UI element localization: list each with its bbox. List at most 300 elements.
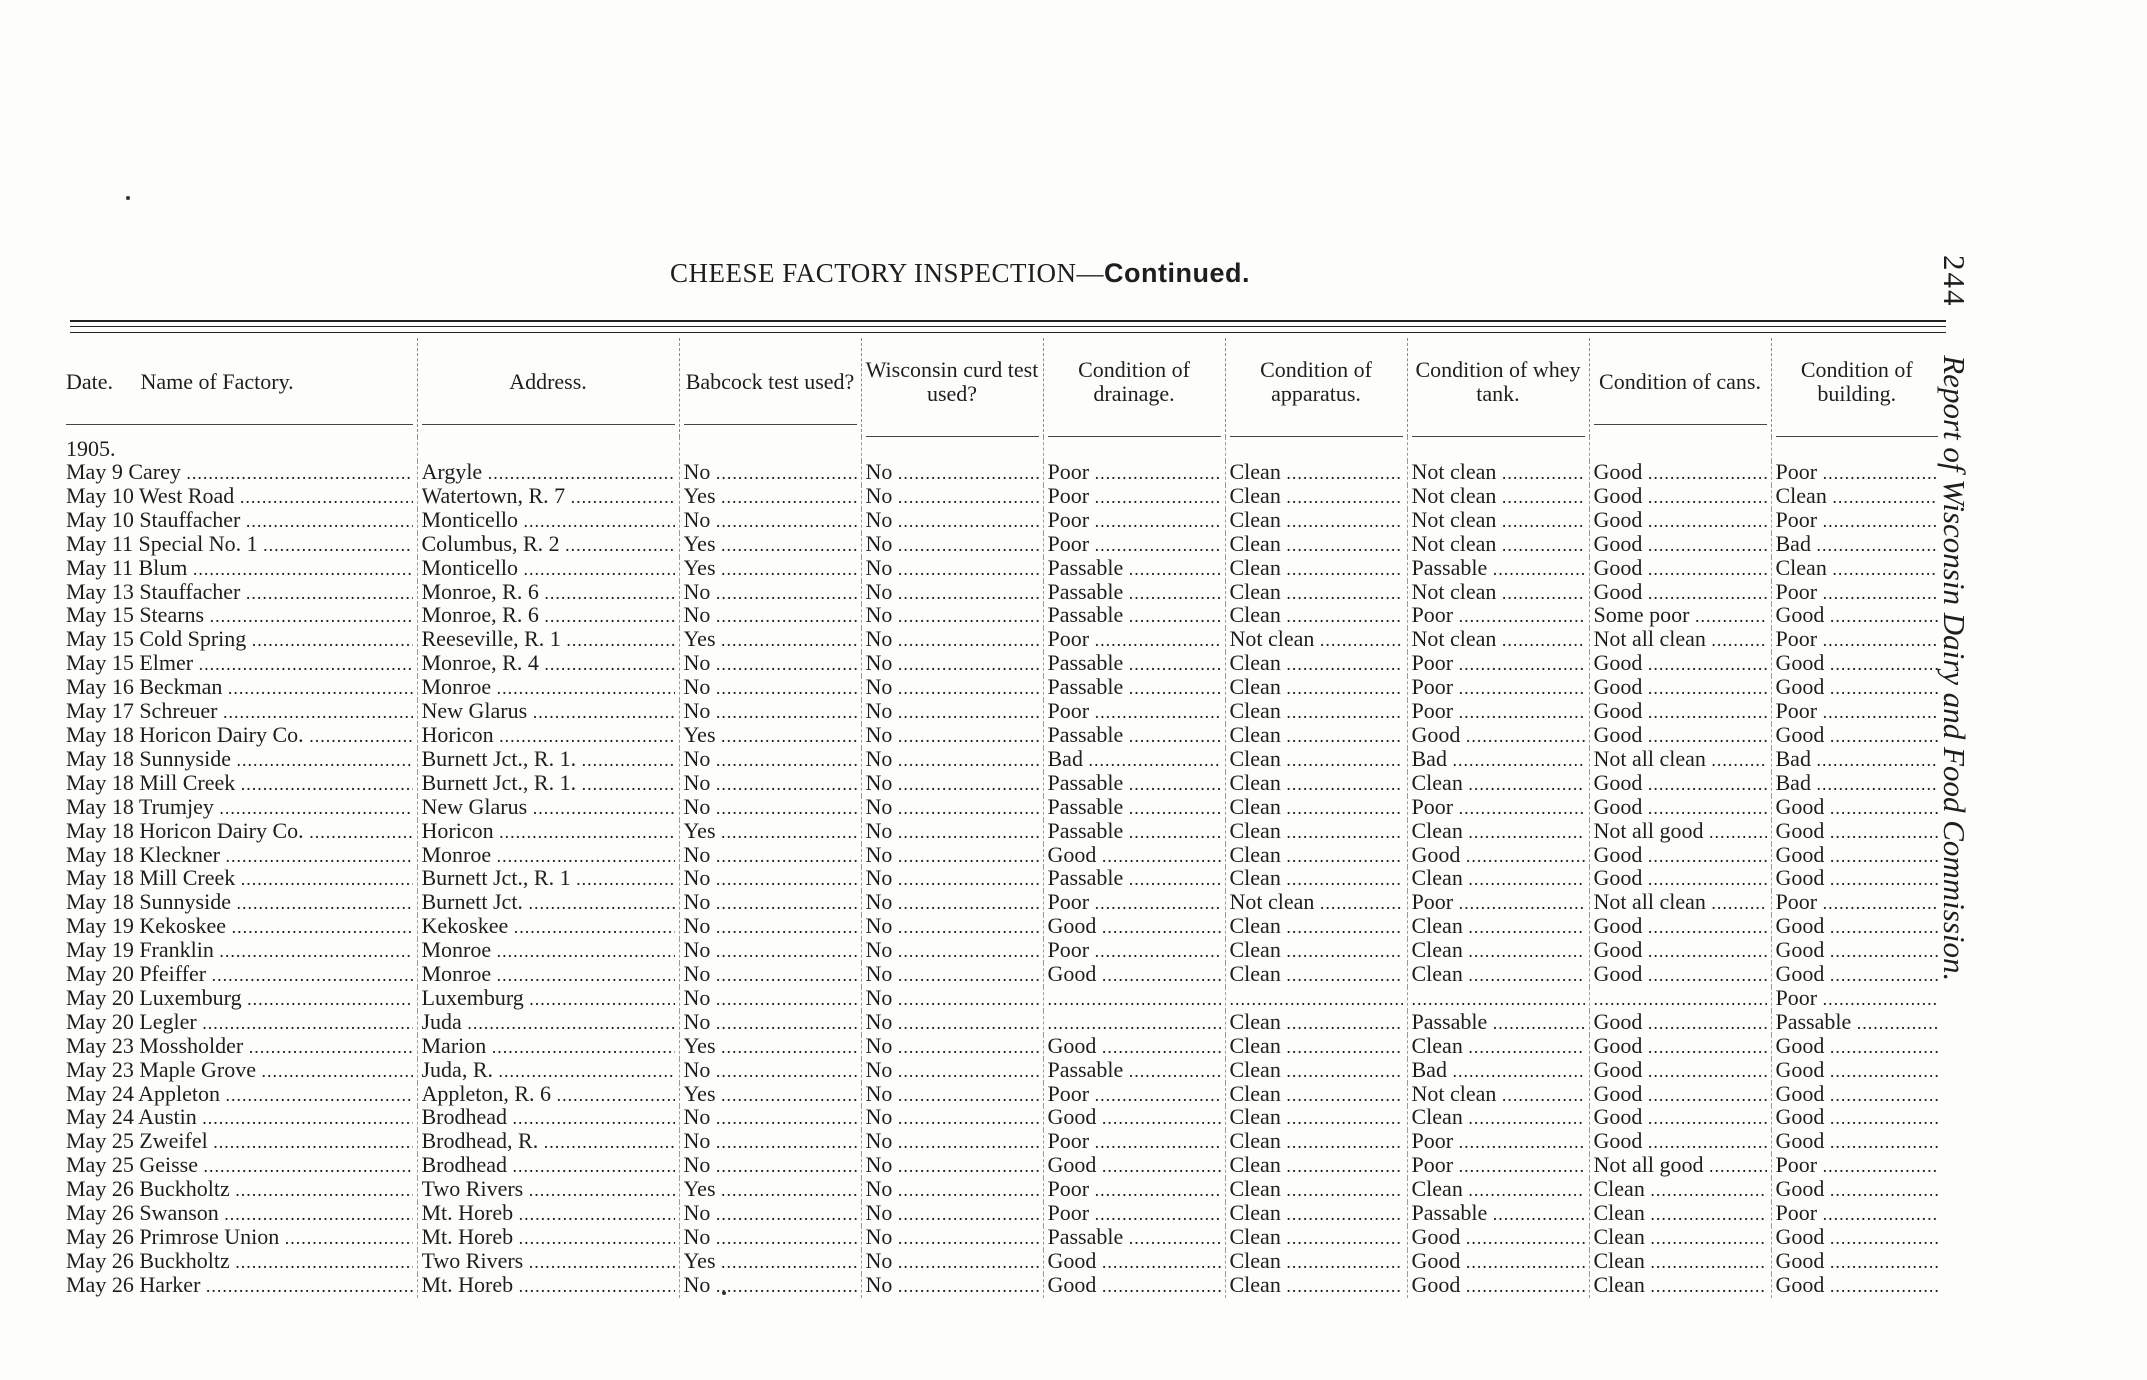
- cell-cans: Good .....: [1589, 1083, 1771, 1107]
- cell-building: Poor .....: [1771, 1202, 1942, 1226]
- cell-drainage: Passable .....: [1043, 604, 1225, 628]
- cell-babcock: No .....: [679, 652, 861, 676]
- cell-wisconsin: No .....: [861, 461, 1043, 485]
- table-row: [62, 844, 1942, 868]
- cell-whey: Poor .....: [1407, 700, 1589, 724]
- cell-drainage: Poor .....: [1043, 509, 1225, 533]
- cell-drainage: Poor .....: [1043, 939, 1225, 963]
- cell-factory: May 24 Austin .....: [62, 1106, 417, 1130]
- cell-wisconsin: No .....: [861, 915, 1043, 939]
- cell-building: Poor .....: [1771, 581, 1942, 605]
- cell-cans: Good .....: [1589, 796, 1771, 820]
- cell-apparatus: Clean .....: [1225, 963, 1407, 987]
- cell-wisconsin: No .....: [861, 724, 1043, 748]
- cell-cans: Some poor .....: [1589, 604, 1771, 628]
- cell-wisconsin: No .....: [861, 652, 1043, 676]
- cell-factory: May 20 Pfeiffer .....: [62, 963, 417, 987]
- cell-whey: Passable .....: [1407, 557, 1589, 581]
- cell-drainage: Good .....: [1043, 1250, 1225, 1274]
- cell-babcock: No .....: [679, 987, 861, 1011]
- cell-address: Brodhead .....: [417, 1154, 679, 1178]
- cell-building: Good .....: [1771, 1106, 1942, 1130]
- cell-babcock: Yes .....: [679, 1035, 861, 1059]
- cell-building: Poor .....: [1771, 461, 1942, 485]
- cell-address: Watertown, R. 7 .....: [417, 485, 679, 509]
- cell-cans: Good .....: [1589, 772, 1771, 796]
- table-row: [62, 628, 1942, 652]
- year-label: 1905.: [66, 437, 116, 461]
- cell-factory: May 18 Mill Creek .....: [62, 772, 417, 796]
- cell-drainage: Good .....: [1043, 915, 1225, 939]
- cell-apparatus: Clean .....: [1225, 748, 1407, 772]
- cell-whey: Clean .....: [1407, 820, 1589, 844]
- cell-wisconsin: No .....: [861, 509, 1043, 533]
- cell-wisconsin: No .....: [861, 963, 1043, 987]
- cell-apparatus: Clean .....: [1225, 676, 1407, 700]
- cell-building: Passable .....: [1771, 1011, 1942, 1035]
- cell-building: Bad .....: [1771, 748, 1942, 772]
- cell-wisconsin: No .....: [861, 557, 1043, 581]
- cell-cans: Good .....: [1589, 581, 1771, 605]
- cell-whey: Clean .....: [1407, 939, 1589, 963]
- cell-wisconsin: No .....: [861, 1083, 1043, 1107]
- cell-wisconsin: No .....: [861, 533, 1043, 557]
- cell-whey: Poor .....: [1407, 604, 1589, 628]
- cell-address: New Glarus .....: [417, 700, 679, 724]
- header-cans: Condition of cans.: [1589, 338, 1771, 437]
- header-babcock: Babcock test used?: [679, 338, 861, 437]
- cell-babcock: Yes .....: [679, 820, 861, 844]
- cell-factory: May 18 Sunnyside .....: [62, 748, 417, 772]
- cell-wisconsin: No .....: [861, 987, 1043, 1011]
- cell-factory: May 19 Kekoskee .....: [62, 915, 417, 939]
- cell-babcock: No .....: [679, 891, 861, 915]
- cell-cans: Good .....: [1589, 1106, 1771, 1130]
- cell-building: Bad .....: [1771, 533, 1942, 557]
- cell-apparatus: Clean .....: [1225, 604, 1407, 628]
- cell-address: Columbus, R. 2 .....: [417, 533, 679, 557]
- cell-cans: Clean .....: [1589, 1250, 1771, 1274]
- cell-building: Good .....: [1771, 724, 1942, 748]
- table-row: [62, 1226, 1942, 1250]
- cell-address: Brodhead, R. .....: [417, 1130, 679, 1154]
- table-row: [62, 867, 1942, 891]
- cell-wisconsin: No .....: [861, 939, 1043, 963]
- cell-apparatus: Clean .....: [1225, 1059, 1407, 1083]
- cell-cans: Not all good .....: [1589, 1154, 1771, 1178]
- cell-factory: May 18 Horicon Dairy Co. .....: [62, 820, 417, 844]
- table-row: [62, 748, 1942, 772]
- table-row: [62, 581, 1942, 605]
- cell-apparatus: Not clean .....: [1225, 891, 1407, 915]
- cell-drainage: Passable .....: [1043, 676, 1225, 700]
- cell-building: Good .....: [1771, 915, 1942, 939]
- cell-address: Mt. Horeb .....: [417, 1226, 679, 1250]
- cell-wisconsin: No .....: [861, 796, 1043, 820]
- cell-apparatus: Clean .....: [1225, 867, 1407, 891]
- cell-wisconsin: No .....: [861, 604, 1043, 628]
- cell-factory: May 18 Sunnyside .....: [62, 891, 417, 915]
- cell-building: Good .....: [1771, 1130, 1942, 1154]
- cell-drainage: Passable .....: [1043, 772, 1225, 796]
- cell-drainage: Passable .....: [1043, 724, 1225, 748]
- cell-apparatus: Clean .....: [1225, 1083, 1407, 1107]
- cell-babcock: Yes .....: [679, 485, 861, 509]
- cell-wisconsin: No .....: [861, 485, 1043, 509]
- header-address: Address.: [417, 338, 679, 437]
- cell-wisconsin: No .....: [861, 1226, 1043, 1250]
- cell-cans: Clean .....: [1589, 1274, 1771, 1298]
- table-row: [62, 509, 1942, 533]
- cell-cans: Good .....: [1589, 1011, 1771, 1035]
- cell-whey: Passable .....: [1407, 1202, 1589, 1226]
- cell-babcock: Yes .....: [679, 557, 861, 581]
- cell-drainage: Poor .....: [1043, 533, 1225, 557]
- cell-whey: Not clean .....: [1407, 581, 1589, 605]
- cell-cans: Good .....: [1589, 461, 1771, 485]
- inspection-table: [62, 338, 1942, 1298]
- table-row: [62, 533, 1942, 557]
- year-row: [62, 437, 1942, 461]
- cell-address: Brodhead .....: [417, 1106, 679, 1130]
- cell-building: Clean .....: [1771, 485, 1942, 509]
- cell-cans: Clean .....: [1589, 1226, 1771, 1250]
- cell-drainage: Passable .....: [1043, 867, 1225, 891]
- cell-apparatus: Clean .....: [1225, 939, 1407, 963]
- cell-cans: [1589, 987, 1771, 1011]
- table-row: [62, 724, 1942, 748]
- cell-drainage: Good .....: [1043, 963, 1225, 987]
- cell-address: New Glarus .....: [417, 796, 679, 820]
- cell-factory: May 10 Stauffacher .....: [62, 509, 417, 533]
- cell-whey: Not clean .....: [1407, 485, 1589, 509]
- cell-factory: May 18 Trumjey .....: [62, 796, 417, 820]
- cell-cans: Good .....: [1589, 1035, 1771, 1059]
- table-row: [62, 891, 1942, 915]
- cell-drainage: Good .....: [1043, 1106, 1225, 1130]
- cell-drainage: Poor .....: [1043, 485, 1225, 509]
- cell-apparatus: Clean .....: [1225, 1011, 1407, 1035]
- table-row: [62, 1011, 1942, 1035]
- table-row: [62, 915, 1942, 939]
- cell-factory: May 17 Schreuer .....: [62, 700, 417, 724]
- cell-factory: May 13 Stauffacher .....: [62, 581, 417, 605]
- cell-cans: Good .....: [1589, 1059, 1771, 1083]
- cell-building: Poor .....: [1771, 891, 1942, 915]
- cell-wisconsin: No .....: [861, 772, 1043, 796]
- cell-wisconsin: No .....: [861, 1178, 1043, 1202]
- cell-cans: Good .....: [1589, 700, 1771, 724]
- cell-apparatus: Clean .....: [1225, 724, 1407, 748]
- cell-wisconsin: No .....: [861, 1011, 1043, 1035]
- cell-address: Kekoskee .....: [417, 915, 679, 939]
- cell-apparatus: [1225, 987, 1407, 1011]
- cell-address: Monroe .....: [417, 939, 679, 963]
- cell-apparatus: Clean .....: [1225, 652, 1407, 676]
- cell-apparatus: Clean .....: [1225, 700, 1407, 724]
- cell-building: Good .....: [1771, 963, 1942, 987]
- cell-address: Burnett Jct., R. 1. .....: [417, 748, 679, 772]
- title-main: CHEESE FACTORY INSPECTION—: [669, 258, 1105, 288]
- cell-drainage: Passable .....: [1043, 581, 1225, 605]
- cell-building: Good .....: [1771, 939, 1942, 963]
- cell-factory: May 18 Mill Creek .....: [62, 867, 417, 891]
- cell-drainage: Passable .....: [1043, 557, 1225, 581]
- cell-babcock: No .....: [679, 1274, 861, 1298]
- cell-address: Burnett Jct., R. 1. .....: [417, 772, 679, 796]
- cell-factory: May 20 Luxemburg .....: [62, 987, 417, 1011]
- page-number: 244: [1937, 255, 1972, 308]
- cell-babcock: Yes .....: [679, 1178, 861, 1202]
- cell-factory: May 25 Zweifel .....: [62, 1130, 417, 1154]
- table-row: [62, 796, 1942, 820]
- cell-address: Marion .....: [417, 1035, 679, 1059]
- cell-apparatus: Clean .....: [1225, 1130, 1407, 1154]
- cell-whey: Good .....: [1407, 1250, 1589, 1274]
- cell-apparatus: Clean .....: [1225, 796, 1407, 820]
- cell-whey: Poor .....: [1407, 652, 1589, 676]
- cell-babcock: No .....: [679, 461, 861, 485]
- cell-whey: Good .....: [1407, 1226, 1589, 1250]
- cell-wisconsin: No .....: [861, 700, 1043, 724]
- cell-whey: Poor .....: [1407, 1154, 1589, 1178]
- cell-wisconsin: No .....: [861, 1274, 1043, 1298]
- cell-factory: May 25 Geisse .....: [62, 1154, 417, 1178]
- cell-whey: Clean .....: [1407, 1035, 1589, 1059]
- cell-cans: Good .....: [1589, 533, 1771, 557]
- title-continued: Continued.: [1104, 258, 1251, 288]
- cell-factory: May 18 Horicon Dairy Co. .....: [62, 724, 417, 748]
- cell-wisconsin: No .....: [861, 676, 1043, 700]
- cell-wisconsin: No .....: [861, 1202, 1043, 1226]
- cell-apparatus: Not clean .....: [1225, 628, 1407, 652]
- table-row: [62, 1083, 1942, 1107]
- cell-whey: Poor .....: [1407, 891, 1589, 915]
- cell-wisconsin: No .....: [861, 1130, 1043, 1154]
- cell-drainage: Good .....: [1043, 1154, 1225, 1178]
- cell-babcock: No .....: [679, 1202, 861, 1226]
- cell-whey: Poor .....: [1407, 796, 1589, 820]
- cell-babcock: No .....: [679, 963, 861, 987]
- cell-factory: May 16 Beckman .....: [62, 676, 417, 700]
- cell-whey: Not clean .....: [1407, 1083, 1589, 1107]
- table-row: [62, 1154, 1942, 1178]
- cell-whey: Clean .....: [1407, 1178, 1589, 1202]
- cell-babcock: No .....: [679, 581, 861, 605]
- cell-cans: Good .....: [1589, 939, 1771, 963]
- cell-building: Good .....: [1771, 1250, 1942, 1274]
- cell-building: Poor .....: [1771, 1154, 1942, 1178]
- cell-building: Poor .....: [1771, 700, 1942, 724]
- cell-cans: Clean .....: [1589, 1178, 1771, 1202]
- cell-babcock: No .....: [679, 1130, 861, 1154]
- running-head-text: Report of Wisconsin Dairy and Food Commission.: [1937, 355, 1972, 982]
- table-row: [62, 485, 1942, 509]
- cell-apparatus: Clean .....: [1225, 1035, 1407, 1059]
- cell-drainage: Passable .....: [1043, 652, 1225, 676]
- table-row: [62, 700, 1942, 724]
- cell-babcock: Yes .....: [679, 724, 861, 748]
- cell-address: Appleton, R. 6 .....: [417, 1083, 679, 1107]
- cell-whey: Clean .....: [1407, 963, 1589, 987]
- cell-building: Good .....: [1771, 1178, 1942, 1202]
- cell-whey: Clean .....: [1407, 1106, 1589, 1130]
- cell-building: Good .....: [1771, 604, 1942, 628]
- cell-cans: Good .....: [1589, 485, 1771, 509]
- cell-address: Juda, R. .....: [417, 1059, 679, 1083]
- cell-cans: Good .....: [1589, 724, 1771, 748]
- cell-wisconsin: No .....: [861, 867, 1043, 891]
- cell-apparatus: Clean .....: [1225, 1250, 1407, 1274]
- cell-babcock: No .....: [679, 844, 861, 868]
- cell-apparatus: Clean .....: [1225, 509, 1407, 533]
- cell-address: Monroe, R. 6 .....: [417, 604, 679, 628]
- cell-factory: May 26 Primrose Union .....: [62, 1226, 417, 1250]
- cell-building: Poor .....: [1771, 509, 1942, 533]
- header-drainage: Condition of drainage.: [1043, 338, 1225, 437]
- cell-apparatus: Clean .....: [1225, 1202, 1407, 1226]
- cell-wisconsin: No .....: [861, 1059, 1043, 1083]
- header-rule: [70, 332, 1946, 333]
- cell-whey: Passable .....: [1407, 1011, 1589, 1035]
- cell-building: Good .....: [1771, 867, 1942, 891]
- cell-whey: Clean .....: [1407, 867, 1589, 891]
- cell-building: Good .....: [1771, 676, 1942, 700]
- page-title: [560, 258, 1360, 289]
- cell-babcock: No .....: [679, 1011, 861, 1035]
- cell-building: Good .....: [1771, 1274, 1942, 1298]
- cell-babcock: No .....: [679, 1059, 861, 1083]
- cell-building: Good .....: [1771, 844, 1942, 868]
- cell-factory: May 26 Buckholtz .....: [62, 1250, 417, 1274]
- cell-whey: Not clean .....: [1407, 461, 1589, 485]
- table-row: [62, 820, 1942, 844]
- cell-wisconsin: No .....: [861, 891, 1043, 915]
- cell-address: Two Rivers .....: [417, 1250, 679, 1274]
- speck: [722, 1291, 726, 1295]
- table-row: [62, 1178, 1942, 1202]
- cell-building: Good .....: [1771, 820, 1942, 844]
- cell-whey: [1407, 987, 1589, 1011]
- cell-cans: Not all clean .....: [1589, 891, 1771, 915]
- cell-wisconsin: No .....: [861, 748, 1043, 772]
- cell-address: Monroe .....: [417, 963, 679, 987]
- cell-apparatus: Clean .....: [1225, 844, 1407, 868]
- cell-factory: May 15 Stearns .....: [62, 604, 417, 628]
- cell-cans: Not all clean .....: [1589, 628, 1771, 652]
- cell-apparatus: Clean .....: [1225, 557, 1407, 581]
- cell-building: Good .....: [1771, 1035, 1942, 1059]
- cell-address: Monroe, R. 4 .....: [417, 652, 679, 676]
- cell-whey: Not clean .....: [1407, 533, 1589, 557]
- cell-drainage: Poor .....: [1043, 1083, 1225, 1107]
- cell-drainage: Passable .....: [1043, 1059, 1225, 1083]
- cell-babcock: No .....: [679, 915, 861, 939]
- cell-babcock: No .....: [679, 509, 861, 533]
- cell-whey: Not clean .....: [1407, 509, 1589, 533]
- cell-wisconsin: No .....: [861, 1154, 1043, 1178]
- cell-apparatus: Clean .....: [1225, 1106, 1407, 1130]
- cell-apparatus: Clean .....: [1225, 1226, 1407, 1250]
- cell-drainage: Poor .....: [1043, 1178, 1225, 1202]
- cell-address: Luxemburg .....: [417, 987, 679, 1011]
- cell-cans: Good .....: [1589, 509, 1771, 533]
- cell-cans: Good .....: [1589, 557, 1771, 581]
- cell-drainage: Passable .....: [1043, 1226, 1225, 1250]
- cell-address: Horicon .....: [417, 820, 679, 844]
- cell-factory: May 10 West Road .....: [62, 485, 417, 509]
- cell-address: Reeseville, R. 1 .....: [417, 628, 679, 652]
- header-wisconsin: Wisconsin curd test used?: [861, 338, 1043, 437]
- cell-whey: Clean .....: [1407, 915, 1589, 939]
- cell-drainage: [1043, 987, 1225, 1011]
- cell-whey: Bad .....: [1407, 1059, 1589, 1083]
- table-row: [62, 963, 1942, 987]
- cell-wisconsin: No .....: [861, 628, 1043, 652]
- top-rule-double: [70, 326, 1946, 327]
- cell-building: Good .....: [1771, 1226, 1942, 1250]
- cell-address: Monticello .....: [417, 509, 679, 533]
- cell-factory: May 26 Harker .....: [62, 1274, 417, 1298]
- header-row: [62, 338, 1942, 437]
- cell-whey: Good .....: [1407, 844, 1589, 868]
- cell-address: Mt. Horeb .....: [417, 1202, 679, 1226]
- cell-wisconsin: No .....: [861, 820, 1043, 844]
- speck: [126, 196, 130, 200]
- table-row: [62, 676, 1942, 700]
- cell-apparatus: Clean .....: [1225, 772, 1407, 796]
- cell-drainage: Poor .....: [1043, 1202, 1225, 1226]
- cell-apparatus: Clean .....: [1225, 533, 1407, 557]
- cell-address: Horicon .....: [417, 724, 679, 748]
- cell-babcock: No .....: [679, 939, 861, 963]
- cell-building: Good .....: [1771, 1083, 1942, 1107]
- cell-wisconsin: No .....: [861, 1035, 1043, 1059]
- cell-apparatus: Clean .....: [1225, 1154, 1407, 1178]
- cell-factory: May 26 Buckholtz .....: [62, 1178, 417, 1202]
- cell-drainage: Good .....: [1043, 1274, 1225, 1298]
- cell-cans: Good .....: [1589, 652, 1771, 676]
- cell-apparatus: Clean .....: [1225, 485, 1407, 509]
- cell-cans: Not all good .....: [1589, 820, 1771, 844]
- cell-building: Bad .....: [1771, 772, 1942, 796]
- table-row: [62, 1202, 1942, 1226]
- cell-building: Clean .....: [1771, 557, 1942, 581]
- cell-drainage: Passable .....: [1043, 820, 1225, 844]
- cell-babcock: No .....: [679, 700, 861, 724]
- cell-factory: May 23 Maple Grove .....: [62, 1059, 417, 1083]
- cell-factory: May 18 Kleckner .....: [62, 844, 417, 868]
- header-date-name: Date. Name of Factory.: [62, 338, 417, 437]
- cell-whey: Poor .....: [1407, 676, 1589, 700]
- cell-cans: Clean .....: [1589, 1202, 1771, 1226]
- table-row: [62, 557, 1942, 581]
- cell-apparatus: Clean .....: [1225, 820, 1407, 844]
- cell-wisconsin: No .....: [861, 1106, 1043, 1130]
- cell-drainage: Passable .....: [1043, 796, 1225, 820]
- cell-apparatus: Clean .....: [1225, 915, 1407, 939]
- table-row: [62, 652, 1942, 676]
- cell-apparatus: Clean .....: [1225, 1274, 1407, 1298]
- cell-factory: May 24 Appleton .....: [62, 1083, 417, 1107]
- header-apparatus: Condition of apparatus.: [1225, 338, 1407, 437]
- cell-factory: May 20 Legler .....: [62, 1011, 417, 1035]
- table-row: [62, 461, 1942, 485]
- cell-cans: Good .....: [1589, 963, 1771, 987]
- cell-drainage: Good .....: [1043, 1035, 1225, 1059]
- cell-drainage: [1043, 1011, 1225, 1035]
- cell-address: Argyle .....: [417, 461, 679, 485]
